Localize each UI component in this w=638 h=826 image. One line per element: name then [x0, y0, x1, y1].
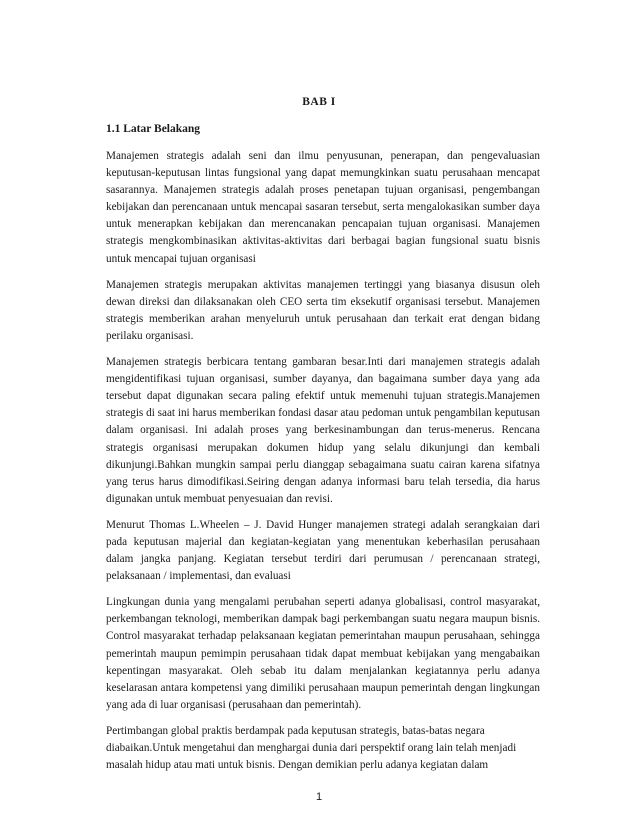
section-title: 1.1 Latar Belakang [106, 123, 201, 135]
paragraph-4: Menurut Thomas L.Wheelen – J. David Hunger manajemen strategi adalah serangkaian dari pada keputusan majerial dan kegiatan-kegiatan yang menentukan keberhasilan perusahaan dalam jangka panjang. Kegiatan tersebut terdiri dari perumusan / perencanaan strategi, pelaksanaan / implementasi, dan evaluasi [106, 518, 540, 583]
paragraph-3: Manajemen strategis berbicara tentang gambaran besar.Inti dari manajemen strategis adalah mengidentifikasi tujuan organisasi, sumber dayanya, dan bagaimana sumber daya yang ada tersebut dapat digunakan secara paling efektif untuk memenuhi tujuan strategis.Manajemen strategis di saat ini harus memberikan fondasi dasar atau pedoman untuk pengambilan keputusan dalam organisasi. Ini adalah proses yang berkesinambungan dan terus-menerus. Rencana strategis organisasi merupakan dokumen hidup yang selalu dikunjungi dan kembali dikunjungi.Bahkan mungkin sampai perlu dianggap sebagaimana suatu cairan karena sifatnya yang terus harus dimodifikasi.Seiring dengan adanya informasi baru telah tersedia, dia harus digunakan untuk membuat penyesuaian dan revisi. [106, 356, 540, 505]
chapter-title: BAB I [302, 96, 336, 108]
paragraph-2: Manajemen strategis merupakan aktivitas manajemen tertinggi yang biasanya disusun oleh dewan direksi dan dilaksanakan oleh CEO serta tim eksekutif organisasi tersebut. Manajemen strategis memberikan arahan menyeluruh untuk perusahaan dan terkait erat dengan bidang perilaku organisasi. [106, 278, 540, 342]
paragraph-1: Manajemen strategis adalah seni dan ilmu penyusunan, penerapan, dan pengevaluasian keputusan-keputusan lintas fungsional yang dapat memungkinkan suatu perusahaan mencapat sasarannya. Manajemen strategis adalah proses penetapan tujuan organisasi, pengembangan kebijakan dan perencanaan untuk mencapai sasaran tersebut, serta mengalokasikan sumber daya untuk menerapkan kebijakan dan merencanakan pencapaian tujuan organisasi. Manajemen strategis mengkombinasikan aktivitas-aktivitas dari berbagai bagian fungsional suatu bisnis untuk mencapai tujuan organisasi [106, 150, 540, 265]
body-text [106, 148, 540, 783]
paragraph-6: Pertimbangan global praktis berdampak pada keputusan strategis, batas-batas negara diabaikan.Untuk mengetahui dan menghargai dunia dari perspektif orang lain telah menjadi masalah hidup atau mati untuk bisnis. Dengan demikian perlu adanya kegiatan dalam [106, 724, 517, 772]
page-number: 1 [315, 791, 323, 803]
paragraph-5: Lingkungan dunia yang mengalami perubahan seperti adanya globalisasi, control masyarakat, perkembangan teknologi, memberikan dampak bagi perkembangan suatu negara maupun bisnis. Control masyarakat terhadap pelaksanaan kegiatan pemerintahan maupun perusahaan, sehingga pemerintah maupun pemimpin perusahaan tidak dapat membuat kebijakan yang mengabaikan kepentingan masyarakat. Oleh sebab itu dalam menjalankan kegiatannya perlu adanya keselarasan antara kompetensi yang dimiliki perusahaan maupun pemerintah dengan lingkungan yang ada di luar organisasi (perusahaan dan pemerintah). [106, 596, 540, 711]
